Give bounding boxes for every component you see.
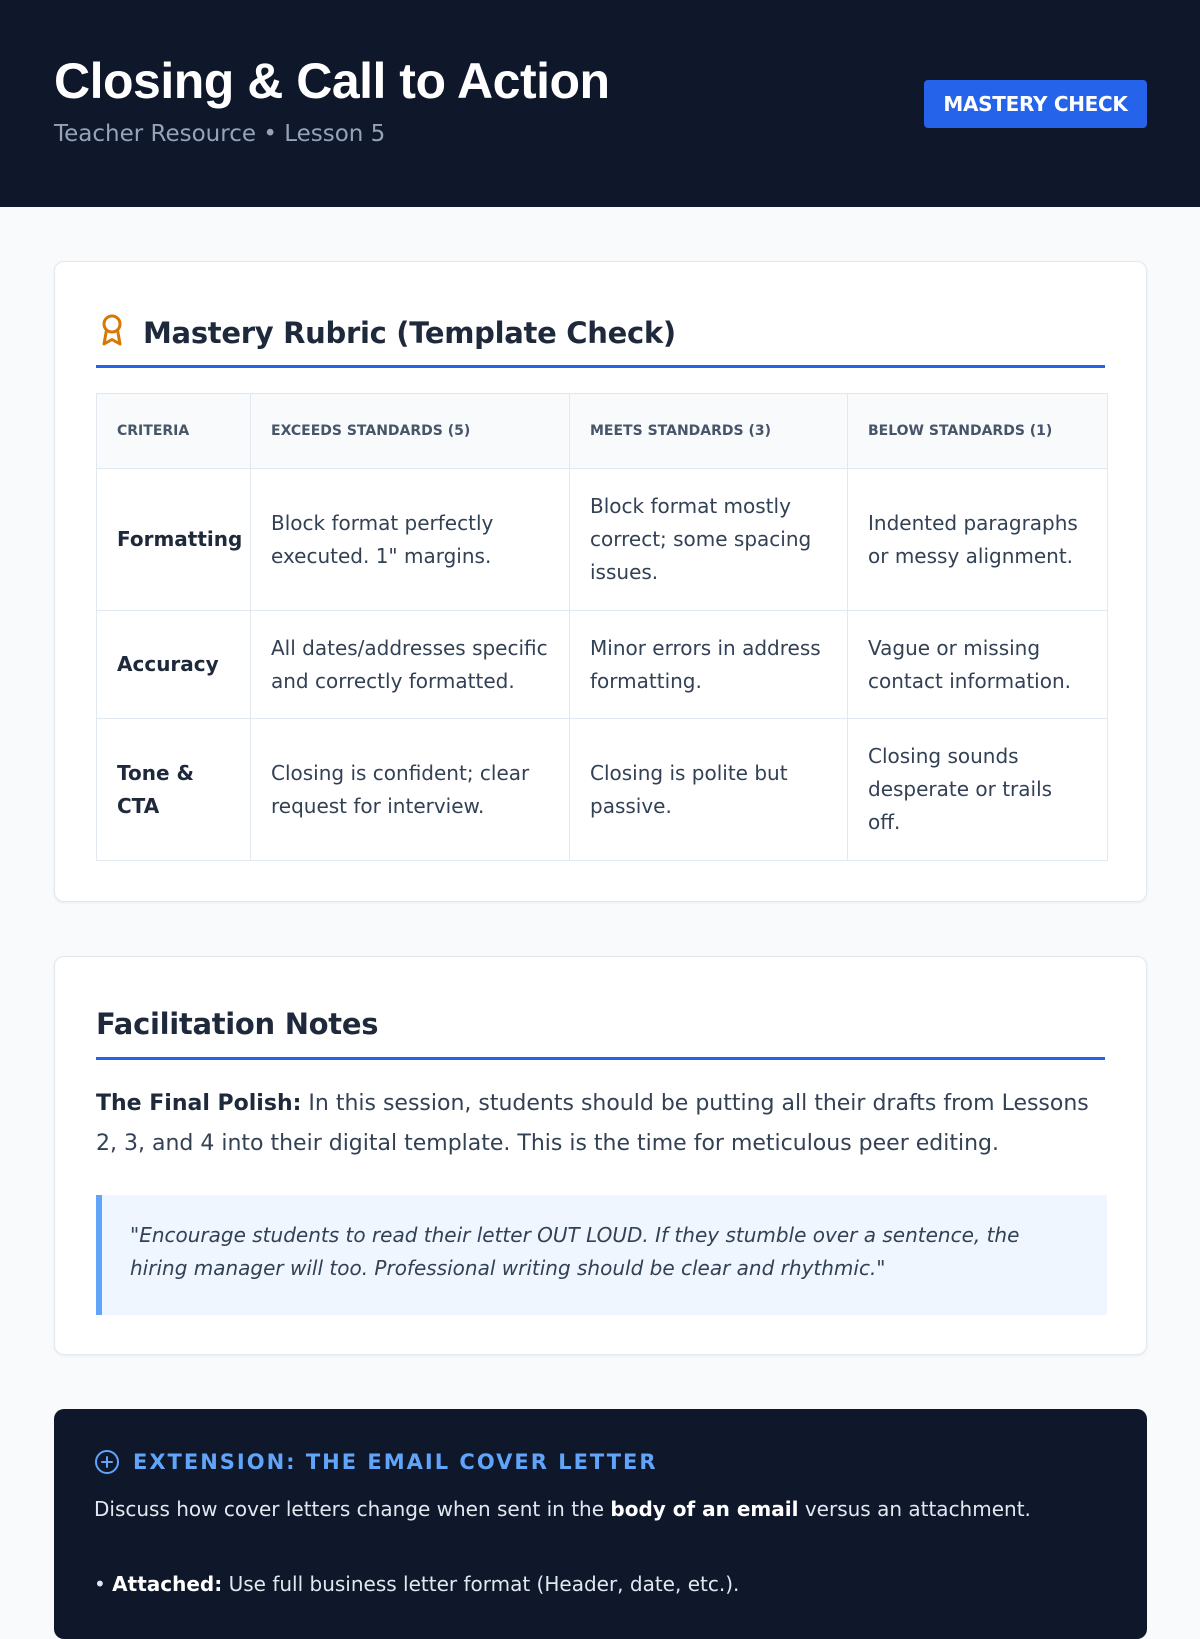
- extension-panel: [54, 1409, 1147, 1639]
- criteria-cell: Accuracy: [97, 611, 251, 719]
- column-header-below: BELOW STANDARDS (1): [848, 394, 1108, 469]
- criteria-cell: Tone & CTA: [97, 719, 251, 861]
- exceeds-cell: Closing is confident; clear request for interview.: [251, 719, 570, 861]
- below-cell: Vague or missing contact information.: [848, 611, 1108, 719]
- rubric-header: [96, 302, 1105, 368]
- column-header-exceeds: EXCEEDS STANDARDS (5): [251, 394, 570, 469]
- extension-heading: [94, 1449, 658, 1475]
- mastery-check-badge: MASTERY CHECK: [924, 80, 1147, 128]
- table-row: [97, 611, 1108, 719]
- list-item: [94, 1572, 739, 1596]
- rubric-card: [54, 261, 1147, 902]
- column-header-criteria: CRITERIA: [97, 394, 251, 469]
- below-cell: Closing sounds desperate or trails off.: [848, 719, 1108, 861]
- page-subtitle: Teacher Resource • Lesson 5: [54, 121, 386, 147]
- column-header-meets: MEETS STANDARDS (3): [570, 394, 848, 469]
- notes-body: In this session, students should be putting all their drafts from Lessons 2, 3, and 4 into their digital template. This is the time for meticulous peer editing.: [96, 1091, 1089, 1156]
- notes-header: [96, 997, 1105, 1060]
- table-row: [97, 469, 1108, 611]
- notes-lead: The Final Polish:: [96, 1091, 302, 1116]
- extension-title: EXTENSION: THE EMAIL COVER LETTER: [133, 1450, 658, 1474]
- plus-circle-icon: [94, 1449, 120, 1475]
- criteria-cell: Formatting: [97, 469, 251, 611]
- meets-cell: Minor errors in address formatting.: [570, 611, 848, 719]
- notes-paragraph: [96, 1084, 1107, 1164]
- page-header: [0, 0, 1200, 207]
- facilitation-notes-card: [54, 956, 1147, 1355]
- extension-desc-before: Discuss how cover letters change when sent in the: [94, 1497, 605, 1521]
- extension-desc-bold: body of an email: [610, 1497, 799, 1521]
- meets-cell: Closing is polite but passive.: [570, 719, 848, 861]
- rubric-table: [96, 393, 1108, 861]
- rubric-title: Mastery Rubric (Template Check): [143, 316, 676, 350]
- meets-cell: Block format mostly correct; some spacing issues.: [570, 469, 848, 611]
- bullet-text: Use full business letter format (Header, date, etc.).: [228, 1572, 740, 1596]
- rubric-header-row: [97, 394, 1108, 469]
- extension-description: [94, 1497, 1031, 1521]
- below-cell: Indented paragraphs or messy alignment.: [848, 469, 1108, 611]
- teacher-tip-quote: "Encourage students to read their letter OUT LOUD. If they stumble over a sentence, the hiring manager will too. Professional writing should be clear and rhythmic.": [96, 1195, 1107, 1315]
- notes-title: Facilitation Notes: [96, 1007, 379, 1041]
- exceeds-cell: Block format perfectly executed. 1" margins.: [251, 469, 570, 611]
- page-title: Closing & Call to Action: [54, 53, 610, 109]
- award-ribbon-icon: [98, 312, 126, 348]
- bullet-label: Attached:: [112, 1572, 223, 1596]
- exceeds-cell: All dates/addresses specific and correctly formatted.: [251, 611, 570, 719]
- extension-desc-after: versus an attachment.: [804, 1497, 1031, 1521]
- bullet-marker: •: [94, 1572, 106, 1596]
- table-row: [97, 719, 1108, 861]
